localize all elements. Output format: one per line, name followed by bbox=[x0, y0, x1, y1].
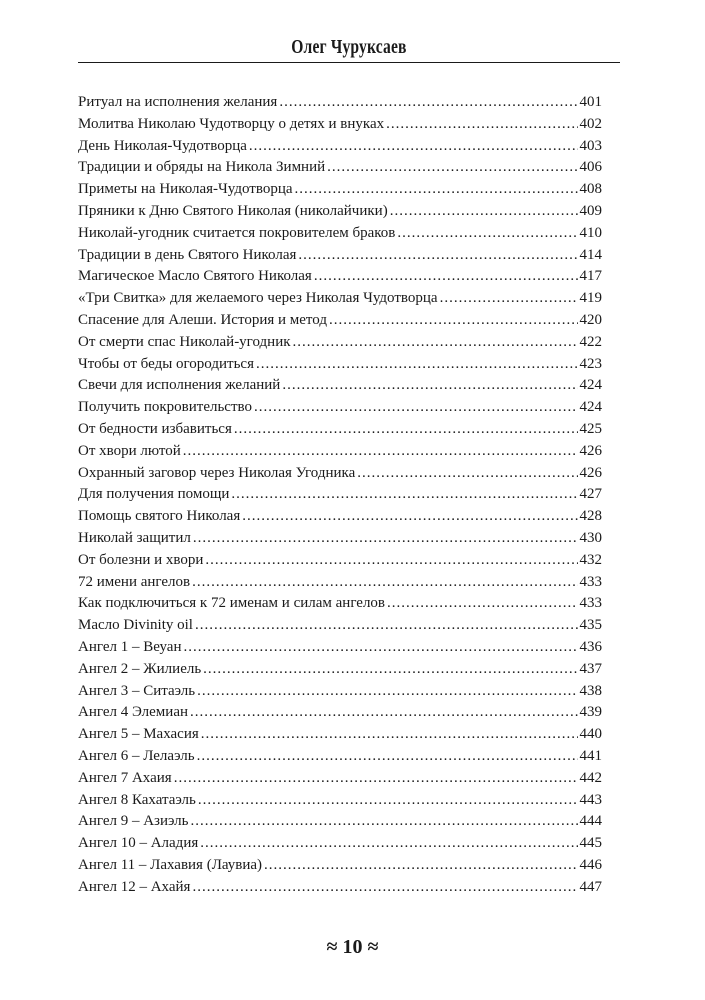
toc-entry bbox=[78, 310, 602, 332]
toc-entry-title: Чтобы от беды огородиться bbox=[78, 355, 254, 372]
toc-dot-leader bbox=[327, 157, 577, 179]
toc-entry-title: Магическое Масло Святого Николая bbox=[78, 268, 312, 285]
toc-entry bbox=[78, 506, 602, 528]
toc-dot-leader bbox=[190, 702, 577, 724]
toc-entry-title: Ангел 11 – Лахавия (Лаувиа) bbox=[78, 856, 263, 873]
toc-entry-title: Ангел 5 – Махасия bbox=[78, 726, 199, 743]
toc-entry bbox=[78, 528, 602, 550]
toc-entry bbox=[78, 136, 602, 158]
toc-entry-title: Свечи для исполнения желаний bbox=[78, 377, 281, 394]
toc-entry bbox=[78, 615, 602, 637]
toc-entry bbox=[78, 833, 602, 855]
toc-entry bbox=[78, 332, 602, 354]
toc-dot-leader bbox=[397, 223, 577, 245]
toc-entry-title: День Николая-Чудотворца bbox=[78, 137, 247, 154]
toc-entry-title: Как подключиться к 72 именам и силам ангелов bbox=[78, 595, 386, 612]
toc-entry-title: Ритуал на исполнения желания bbox=[78, 94, 278, 110]
toc-entry-title: Ангел 6 – Лелаэль bbox=[78, 747, 195, 764]
toc-entry-title: Приметы на Николая-Чудотворца bbox=[78, 181, 293, 198]
toc-entry-page: 437 bbox=[579, 660, 602, 677]
toc-dot-leader bbox=[192, 572, 577, 594]
toc-dot-leader bbox=[249, 136, 578, 158]
toc-entry bbox=[78, 375, 602, 397]
toc-entry-title: Охранный заговор через Николая Угодника bbox=[78, 464, 356, 481]
toc-entry-page: 422 bbox=[579, 333, 602, 350]
table-of-contents bbox=[78, 92, 602, 898]
toc-dot-leader bbox=[264, 855, 577, 877]
toc-entry-title: От болезни и хвори bbox=[78, 551, 204, 568]
toc-entry-page: 424 bbox=[579, 377, 602, 394]
toc-entry-page: 446 bbox=[579, 856, 602, 873]
toc-entry bbox=[78, 550, 602, 572]
toc-entry bbox=[78, 593, 602, 615]
toc-dot-leader bbox=[200, 833, 577, 855]
toc-dot-leader bbox=[295, 179, 578, 201]
toc-entry-page: 445 bbox=[579, 835, 602, 852]
header-author-name: Олег Чуруксаев bbox=[291, 36, 407, 58]
toc-dot-leader bbox=[193, 528, 578, 550]
toc-entry bbox=[78, 659, 602, 681]
toc-entry-page: 401 bbox=[579, 94, 602, 110]
toc-entry bbox=[78, 702, 602, 724]
toc-dot-leader bbox=[440, 288, 578, 310]
toc-entry-page: 426 bbox=[579, 442, 602, 459]
toc-entry-page: 409 bbox=[579, 202, 602, 219]
running-header bbox=[78, 34, 620, 63]
toc-entry-title: Для получения помощи bbox=[78, 486, 230, 503]
toc-entry bbox=[78, 201, 602, 223]
toc-entry bbox=[78, 746, 602, 768]
toc-entry bbox=[78, 157, 602, 179]
toc-entry-title: Ангел 7 Ахаия bbox=[78, 769, 172, 786]
toc-entry-title: От хвори лютой bbox=[78, 442, 181, 459]
toc-entry-page: 427 bbox=[579, 486, 602, 503]
toc-entry-title: Получить покровительство bbox=[78, 399, 252, 416]
toc-entry bbox=[78, 768, 602, 790]
toc-entry bbox=[78, 397, 602, 419]
toc-entry bbox=[78, 288, 602, 310]
toc-entry-page: 440 bbox=[579, 726, 602, 743]
toc-dot-leader bbox=[293, 332, 578, 354]
toc-entry-title: От бедности избавиться bbox=[78, 420, 232, 437]
toc-entry-title: Ангел 9 – Азиэль bbox=[78, 813, 189, 830]
toc-entry bbox=[78, 463, 602, 485]
toc-entry-page: 438 bbox=[579, 682, 602, 699]
toc-dot-leader bbox=[191, 811, 578, 833]
toc-entry-title: Помощь святого Николая bbox=[78, 508, 241, 525]
toc-entry-page: 425 bbox=[579, 420, 602, 437]
toc-entry bbox=[78, 681, 602, 703]
toc-entry-page: 435 bbox=[579, 617, 602, 634]
toc-entry bbox=[78, 179, 602, 201]
toc-entry-page: 444 bbox=[579, 813, 602, 830]
toc-entry bbox=[78, 354, 602, 376]
toc-entry-page: 436 bbox=[579, 638, 602, 655]
toc-entry bbox=[78, 637, 602, 659]
toc-entry-page: 441 bbox=[579, 747, 602, 764]
toc-dot-leader bbox=[387, 593, 577, 615]
toc-entry-page: 443 bbox=[579, 791, 602, 808]
toc-dot-leader bbox=[314, 266, 578, 288]
toc-entry-title: Традиции в день Святого Николая bbox=[78, 246, 297, 263]
toc-dot-leader bbox=[174, 768, 578, 790]
toc-entry bbox=[78, 877, 602, 899]
toc-entry-page: 414 bbox=[579, 246, 602, 263]
toc-entry-title: Масло Divinity oil bbox=[78, 617, 193, 634]
toc-entry bbox=[78, 419, 602, 441]
toc-entry-page: 403 bbox=[579, 137, 602, 154]
toc-dot-leader bbox=[282, 375, 577, 397]
toc-dot-leader bbox=[256, 354, 578, 376]
toc-dot-leader bbox=[279, 92, 577, 114]
toc-dot-leader bbox=[242, 506, 577, 528]
toc-entry bbox=[78, 790, 602, 812]
toc-entry-title: От смерти спас Николай-угодник bbox=[78, 333, 291, 350]
page-number: ≈ 10 ≈ bbox=[326, 936, 379, 958]
toc-entry-title: Ангел 1 – Веуан bbox=[78, 638, 182, 655]
toc-dot-leader bbox=[386, 114, 577, 136]
toc-entry-title: Традиции и обряды на Никола Зимний bbox=[78, 159, 326, 176]
toc-entry-page: 426 bbox=[579, 464, 602, 481]
toc-entry bbox=[78, 572, 602, 594]
toc-entry bbox=[78, 441, 602, 463]
toc-dot-leader bbox=[201, 724, 578, 746]
toc-entry-title: Пряники к Дню Святого Николая (николайчики) bbox=[78, 202, 388, 219]
toc-dot-leader bbox=[329, 310, 578, 332]
toc-dot-leader bbox=[254, 397, 578, 419]
toc-entry-title: Молитва Николаю Чудотворцу о детях и внуках bbox=[78, 115, 385, 132]
toc-entry bbox=[78, 92, 602, 114]
toc-entry-page: 410 bbox=[579, 224, 602, 241]
toc-entry-title: Ангел 2 – Жилиель bbox=[78, 660, 202, 677]
toc-entry-page: 430 bbox=[579, 529, 602, 546]
toc-entry-page: 433 bbox=[579, 595, 602, 612]
toc-entry-page: 432 bbox=[579, 551, 602, 568]
toc-entry-page: 406 bbox=[579, 159, 602, 176]
toc-entry bbox=[78, 855, 602, 877]
toc-entry bbox=[78, 245, 602, 267]
toc-entry-title: Ангел 12 – Ахайя bbox=[78, 878, 191, 895]
toc-entry-page: 447 bbox=[579, 878, 602, 895]
toc-dot-leader bbox=[357, 463, 577, 485]
toc-entry-page: 402 bbox=[579, 115, 602, 132]
toc-dot-leader bbox=[195, 615, 578, 637]
toc-dot-leader bbox=[231, 484, 577, 506]
toc-entry bbox=[78, 484, 602, 506]
toc-entry bbox=[78, 724, 602, 746]
toc-dot-leader bbox=[198, 790, 578, 812]
toc-dot-leader bbox=[390, 201, 578, 223]
toc-entry-page: 424 bbox=[579, 399, 602, 416]
toc-entry-page: 420 bbox=[579, 311, 602, 328]
toc-entry-page: 442 bbox=[579, 769, 602, 786]
toc-entry-page: 419 bbox=[579, 290, 602, 307]
toc-entry bbox=[78, 811, 602, 833]
toc-entry-page: 433 bbox=[579, 573, 602, 590]
toc-dot-leader bbox=[203, 659, 577, 681]
toc-entry-page: 428 bbox=[579, 508, 602, 525]
toc-entry-title: 72 имени ангелов bbox=[78, 573, 191, 590]
toc-entry-title: Спасение для Алеши. История и метод bbox=[78, 311, 327, 328]
toc-entry-title: Ангел 10 – Аладия bbox=[78, 835, 199, 852]
toc-entry bbox=[78, 266, 602, 288]
toc-dot-leader bbox=[183, 441, 578, 463]
toc-entry-title: Ангел 4 Элемиан bbox=[78, 704, 189, 721]
toc-dot-leader bbox=[197, 746, 578, 768]
toc-dot-leader bbox=[298, 245, 577, 267]
toc-entry-page: 408 bbox=[579, 181, 602, 198]
toc-dot-leader bbox=[192, 877, 577, 899]
toc-entry-page: 417 bbox=[579, 268, 602, 285]
toc-entry bbox=[78, 114, 602, 136]
toc-entry-page: 423 bbox=[579, 355, 602, 372]
toc-entry-title: Ангел 3 – Ситаэль bbox=[78, 682, 196, 699]
toc-entry-page: 439 bbox=[579, 704, 602, 721]
toc-dot-leader bbox=[197, 681, 577, 703]
toc-dot-leader bbox=[205, 550, 577, 572]
toc-entry-title: Николай защитил bbox=[78, 529, 191, 546]
toc-entry-title: Николай-угодник считается покровителем браков bbox=[78, 224, 396, 241]
toc-dot-leader bbox=[183, 637, 577, 659]
toc-entry-title: «Три Свитка» для желаемого через Николая Чудотворца bbox=[78, 290, 438, 307]
toc-entry-title: Ангел 8 Кахатаэль bbox=[78, 791, 196, 808]
toc-entry bbox=[78, 223, 602, 245]
toc-dot-leader bbox=[234, 419, 578, 441]
